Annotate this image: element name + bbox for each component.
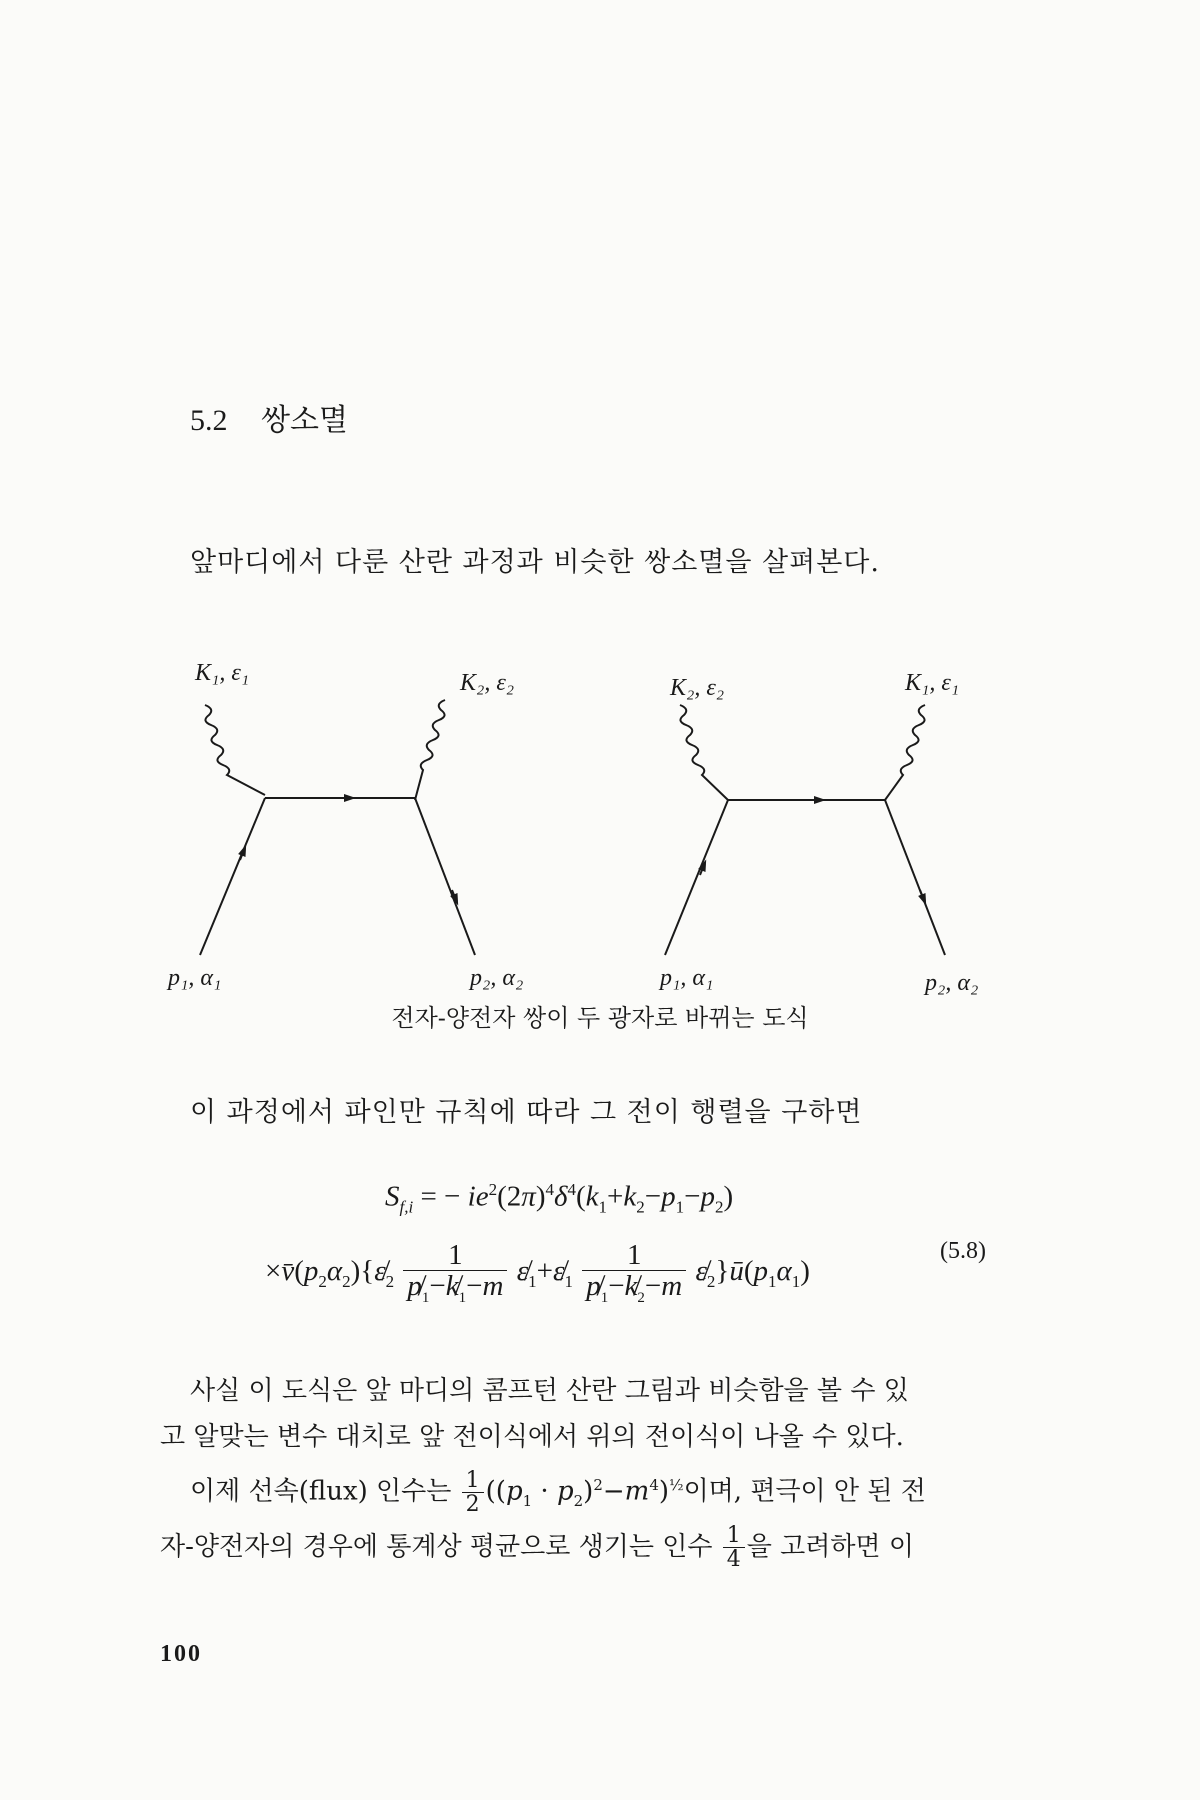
photon-line-k2: [415, 700, 445, 800]
lead-in-text: 이 과정에서 파인만 규칙에 따라 그 전이 행렬을 구하면: [190, 1097, 863, 1128]
photon-line-k2: [680, 705, 728, 800]
section-title: 쌍소멸: [261, 403, 348, 438]
feynman-diagram-1: [166, 660, 523, 991]
label-bottom-left-2: p₁, α₁: [660, 965, 714, 991]
page-number: 100: [160, 1641, 202, 1667]
paragraph-line: 이제 선속(flux) 인수는 $\frac{1}{2}$ $((p_1 \cdot p_2)^2-m^4)^{\frac{1}{2}}$이며, 편극이 안 된 전: [190, 1468, 926, 1518]
incoming-electron-line: [200, 798, 265, 955]
figure-caption: 전자-양전자 쌍이 두 광자로 바뀌는 도식: [391, 1004, 809, 1032]
propagator-fraction-1: $\frac{1}{p̸_1-k̸_1-m}$: [403, 1240, 507, 1307]
label-top-left-2: K₂, ε₂: [670, 675, 725, 701]
feynman-diagram-2: [658, 670, 978, 996]
label-bottom-right-1: p₂, α₂: [470, 965, 524, 991]
section-heading: [190, 395, 348, 439]
label-bottom-left-1: p₁, α₁: [168, 965, 222, 991]
paragraph-line: 고 알맞는 변수 대치로 앞 전이식에서 위의 전이식이 나올 수 있다.: [160, 1422, 904, 1452]
outgoing-positron-arrow: [920, 890, 924, 900]
equation-number: (5.8): [940, 1238, 986, 1264]
paragraph-line: 사실 이 도식은 앞 마디의 콤프턴 산란 그림과 비슷함을 볼 수 있: [190, 1376, 909, 1406]
incoming-electron-line: [665, 800, 728, 955]
outgoing-positron-line: [885, 800, 945, 955]
label-top-left-1: K₁, ε₁: [195, 660, 250, 686]
label-top-right-2: K₁, ε₁: [905, 670, 960, 696]
paragraph-1: [160, 1368, 909, 1460]
photon-line-k1: [205, 705, 265, 795]
paragraph-2: [160, 1462, 926, 1573]
feynman-diagrams-figure: [0, 620, 1200, 1000]
label-bottom-right-2: p₂, α₂: [925, 970, 979, 996]
paragraph-line: 자-양전자의 경우에 통계상 평균으로 생기는 인수 $\frac{1}{4}$ 을 고려하면 이: [160, 1523, 914, 1573]
equation-line-1: $S_{f,i}$ = − $ie^2(2\pi)^4\delta^4(k_1+k_2-p_1-p_2)$: [385, 1180, 734, 1217]
outgoing-positron-line: [415, 798, 475, 955]
intro-text: 앞마디에서 다룬 산란 과정과 비슷한 쌍소멸을 살펴본다.: [190, 547, 880, 578]
photon-line-k1: [885, 705, 925, 800]
propagator-fraction-2: $\frac{1}{p̸_1-k̸_2-m}$: [582, 1240, 686, 1307]
label-top-right-1: K₂, ε₂: [460, 670, 515, 696]
equation-line-2: $\times v̄(p_2\alpha_2)\{\varepsilon̸_2$ $\frac{1}{p̸_1-k̸_1-m}$ $\varepsilon̸_1+\varepsilon̸_1$ $\frac{1}{p̸_1-k̸_2-m}$ $\varepsilon̸_2\}ū(p_1\alpha_1)$: [265, 1239, 810, 1307]
section-number: 5.2: [190, 404, 228, 437]
